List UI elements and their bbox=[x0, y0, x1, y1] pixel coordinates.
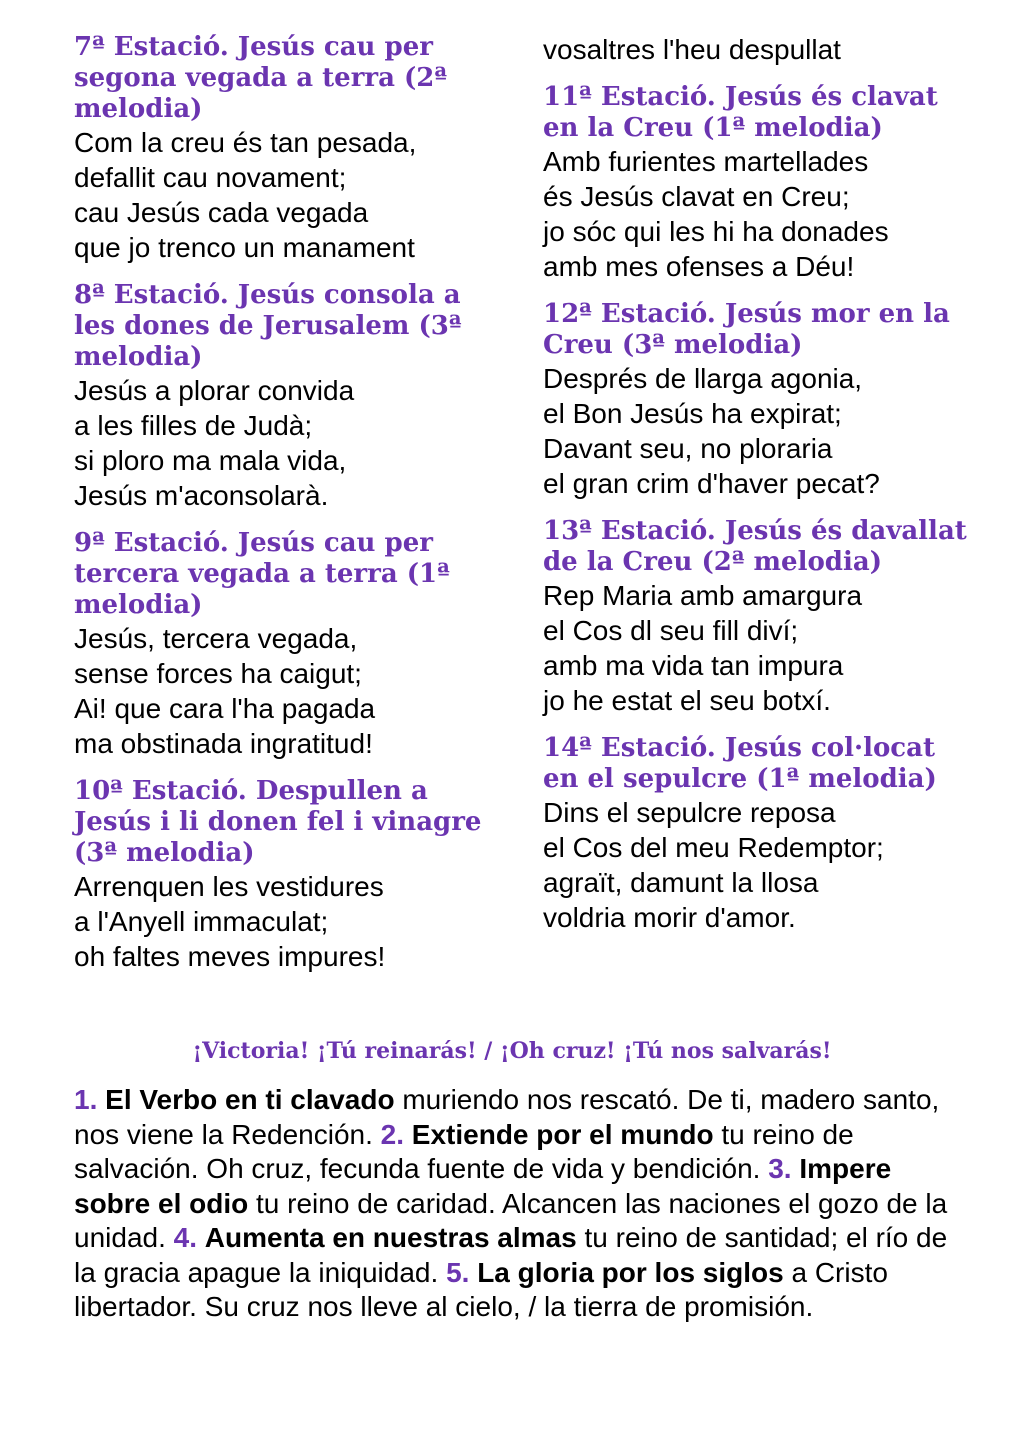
station-title bbox=[74, 776, 494, 869]
verse-bold-phrase: Impere sobre el odio bbox=[74, 1153, 892, 1219]
station-title-line: de la Creu (2ª melodia) bbox=[543, 547, 883, 577]
verse-line: defallit cau novament; bbox=[74, 162, 347, 193]
verse-line: Rep Maria amb amargura bbox=[543, 580, 863, 611]
station-title-line: Creu (3ª melodia) bbox=[543, 330, 803, 360]
station-title-line: melodia) bbox=[74, 94, 203, 124]
verse-bold-phrase: Extiende por el mundo bbox=[411, 1118, 714, 1150]
station-title-line: tercera vegada a terra (1ª bbox=[74, 559, 450, 589]
verse-line: Com la creu és tan pesada, bbox=[74, 127, 417, 158]
verse-line: oh faltes meves impures! bbox=[74, 941, 386, 972]
verse-line: el Bon Jesús ha expirat; bbox=[543, 398, 842, 429]
station-10 bbox=[74, 776, 494, 974]
station-title-line: 12ª Estació. Jesús mor en la bbox=[543, 299, 950, 329]
verse-line: el Cos del meu Redemptor; bbox=[543, 832, 884, 863]
verse-line: Dins el sepulcre reposa bbox=[543, 797, 836, 828]
verse-line: Jesús m'aconsolarà. bbox=[74, 480, 329, 511]
station-title-line: 11ª Estació. Jesús és clavat bbox=[543, 82, 938, 112]
verse-text: tu reino de caridad. Alcancen las naciones el gozo de la unidad. bbox=[74, 1187, 948, 1253]
verse-number: 4. bbox=[173, 1222, 197, 1253]
station-title bbox=[74, 528, 494, 621]
verse-line: el gran crim d'haver pecat? bbox=[543, 468, 880, 499]
verse-bold-phrase: El Verbo en ti clavado bbox=[105, 1084, 395, 1115]
verse-number: 2. bbox=[380, 1118, 405, 1150]
station-title-line: Jesús i li donen fel i vinagre bbox=[74, 807, 482, 837]
verse-text: tu reino de santidad; el río de la gracia apague la iniquidad. bbox=[74, 1222, 948, 1288]
station-title-line: 10ª Estació. Despullen a bbox=[74, 776, 428, 806]
station-title-line: 9ª Estació. Jesús cau per bbox=[74, 528, 433, 558]
station-title bbox=[543, 733, 973, 795]
verse-line: Ai! que cara l'ha pagada bbox=[74, 693, 376, 724]
verse-line: ma obstinada ingratitud! bbox=[74, 728, 373, 759]
verse-line: Jesús a plorar convida bbox=[74, 375, 355, 406]
station-title-line: 7ª Estació. Jesús cau per bbox=[74, 32, 433, 62]
verse-line: si ploro ma mala vida, bbox=[74, 445, 347, 476]
station-7 bbox=[74, 32, 494, 265]
station-14 bbox=[543, 733, 973, 935]
station-title-line: en la Creu (1ª melodia) bbox=[543, 113, 883, 143]
verse-line: Després de llarga agonia, bbox=[543, 363, 863, 394]
station-title-line: les dones de Jerusalem (3ª bbox=[74, 311, 462, 341]
verse-line: que jo trenco un manament bbox=[74, 232, 415, 263]
verse-text: muriendo nos rescató. De ti, madero santo, nos viene la Redención. bbox=[74, 1084, 940, 1150]
verse-line: jo he estat el seu botxí. bbox=[543, 685, 831, 716]
station-title-line: segona vegada a terra (2ª bbox=[74, 63, 448, 93]
verse-line: amb ma vida tan impura bbox=[543, 650, 844, 681]
verse-line: a les filles de Judà; bbox=[74, 410, 313, 441]
station-9 bbox=[74, 528, 494, 761]
station-11 bbox=[543, 82, 973, 284]
verse-line: voldria morir d'amor. bbox=[543, 902, 796, 933]
verse-line: Davant seu, no ploraria bbox=[543, 433, 833, 464]
left-column bbox=[74, 32, 494, 989]
station-title bbox=[74, 32, 494, 125]
station-title-line: melodia) bbox=[74, 342, 203, 372]
station-8 bbox=[74, 280, 494, 513]
station-title-line: (3ª melodia) bbox=[74, 838, 255, 868]
verse-number: 1. bbox=[74, 1084, 98, 1115]
station-title bbox=[543, 82, 973, 144]
verse-line: agraït, damunt la llosa bbox=[543, 867, 819, 898]
station-title-line: 8ª Estació. Jesús consola a bbox=[74, 280, 461, 310]
station-title bbox=[543, 299, 973, 361]
station-title-line: 13ª Estació. Jesús és davallat bbox=[543, 516, 967, 546]
verse-line: amb mes ofenses a Déu! bbox=[543, 251, 855, 282]
verse-line: Jesús, tercera vegada, bbox=[74, 623, 358, 654]
verse-text: a Cristo libertador. Su cruz nos lleve al cielo, / la tierra de promisión. bbox=[74, 1256, 888, 1322]
verse-number: 5. bbox=[446, 1256, 470, 1288]
verse-bold-phrase: Aumenta en nuestras almas bbox=[204, 1222, 577, 1253]
verse-line: cau Jesús cada vegada bbox=[74, 197, 369, 228]
right-column bbox=[543, 32, 973, 950]
verse-line: és Jesús clavat en Creu; bbox=[543, 181, 850, 212]
verse-line: Arrenquen les vestidures bbox=[74, 871, 384, 902]
verse-number: 3. bbox=[768, 1153, 792, 1184]
station-title-line: en el sepulcre (1ª melodia) bbox=[543, 764, 937, 794]
verse-line: Amb furientes martellades bbox=[543, 146, 869, 177]
hymn-verses bbox=[74, 1083, 964, 1325]
station-title-line: 14ª Estació. Jesús col·locat bbox=[543, 733, 935, 763]
refrain-heading: ¡Victoria! ¡Tú reinarás! / ¡Oh cruz! ¡Tú nos salvarás! bbox=[192, 1038, 832, 1064]
verse-bold-phrase: La gloria por los siglos bbox=[477, 1256, 784, 1288]
station-title-line: melodia) bbox=[74, 590, 203, 620]
station-12 bbox=[543, 299, 973, 501]
station-13 bbox=[543, 516, 973, 718]
verse-continuation: vosaltres l'heu despullat bbox=[543, 34, 841, 65]
station-title bbox=[543, 516, 973, 578]
verse-text: tu reino de salvación. Oh cruz, fecunda fuente de vida y bendición. bbox=[74, 1118, 854, 1184]
station-title bbox=[74, 280, 494, 373]
verse-line: sense forces ha caigut; bbox=[74, 658, 362, 689]
verse-line: jo sóc qui les hi ha donades bbox=[543, 216, 889, 247]
verse-line: el Cos dl seu fill diví; bbox=[543, 615, 799, 646]
verse-line: a l'Anyell immaculat; bbox=[74, 906, 329, 937]
